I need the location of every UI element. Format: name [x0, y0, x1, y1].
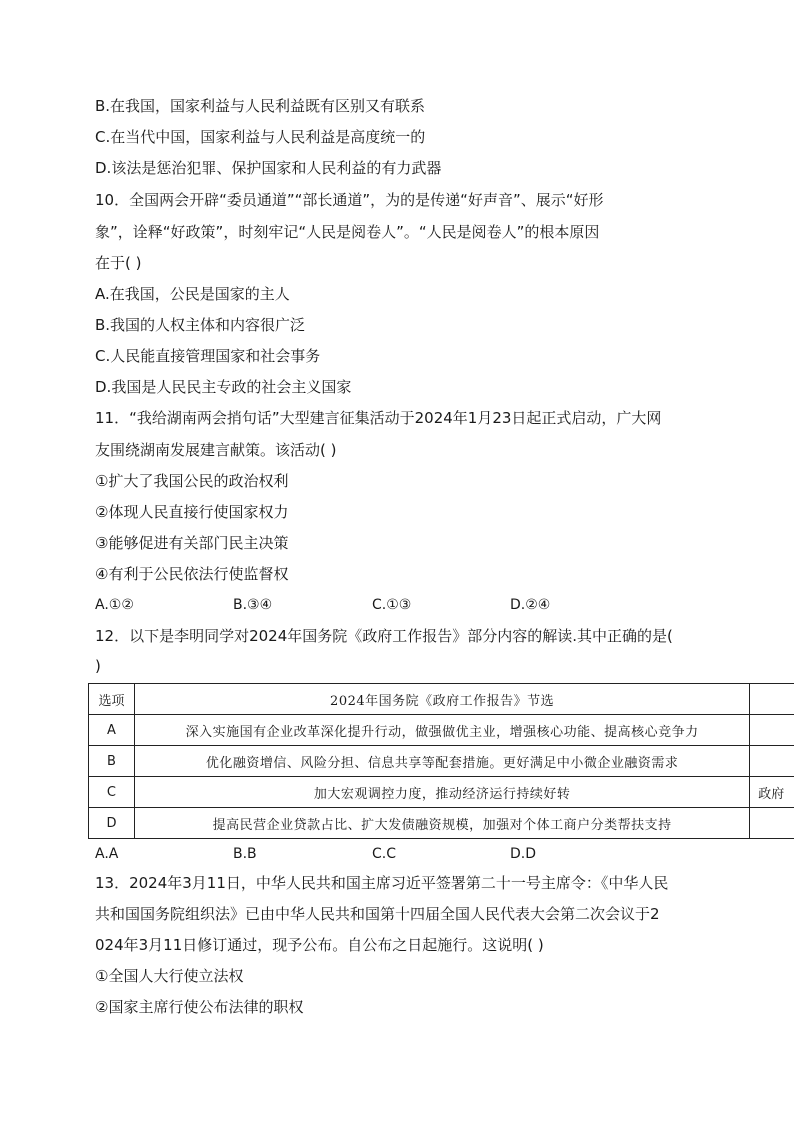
- table-row: [89, 808, 794, 839]
- q11-option-d: D.②④: [510, 597, 551, 613]
- table-header-cell: 选项: [89, 684, 135, 715]
- q10-stem-2: 象”，诠释“好政策”，时刻牢记“人民是阅卷人”。“人民是阅卷人”的根本原因: [95, 223, 600, 241]
- q11-statement-4: ④有利于公民依法行使监督权: [95, 565, 289, 583]
- report-excerpt-table: [88, 683, 794, 839]
- line-b: B.在我国，国家利益与人民利益既有区别又有联系: [95, 97, 426, 115]
- q10-option-d: D.我国是人民民主专政的社会主义国家: [95, 378, 352, 396]
- q11-option-c: C.①③: [372, 597, 412, 613]
- q11-option-b: B.③④: [233, 597, 273, 613]
- q13-statement-1: ①全国人大行使立法权: [95, 967, 244, 985]
- q10-option-a: A.在我国，公民是国家的主人: [95, 285, 290, 303]
- q11-statement-2: ②体现人民直接行使国家权力: [95, 503, 289, 521]
- table-cell: [750, 715, 794, 746]
- table-cell: [750, 746, 794, 777]
- q10-stem-3: 在于( ): [95, 254, 142, 272]
- q11-stem-1: 11．“我给湖南两会捎句话”大型建言征集活动于2024年1月23日起正式启动，广大网: [95, 409, 662, 427]
- q10-option-c: C.人民能直接管理国家和社会事务: [95, 347, 321, 365]
- table-header-row: [89, 684, 794, 715]
- table-row: [89, 777, 794, 808]
- q12-option-b: B.B: [233, 846, 257, 862]
- line-c: C.在当代中国，国家利益与人民利益是高度统一的: [95, 128, 426, 146]
- q12-option-d: D.D: [510, 846, 537, 862]
- q11-stem-2: 友围绕湖南发展建言献策。该活动( ): [95, 441, 337, 459]
- q10-option-b: B.我国的人权主体和内容很广泛: [95, 316, 306, 334]
- table-cell: [750, 808, 794, 839]
- table-cell: 优化融资增信、风险分担、信息共享等配套措施。更好满足中小微企业融资需求: [134, 746, 749, 777]
- q11-statement-3: ③能够促进有关部门民主决策: [95, 534, 289, 552]
- table-cell: A: [89, 715, 135, 746]
- table-cell: 政府: [750, 777, 794, 808]
- table-cell: D: [89, 808, 135, 839]
- line-d: D.该法是惩治犯罪、保护国家和人民利益的有力武器: [95, 159, 442, 177]
- q12-stem-1: 12．以下是李明同学对2024年国务院《政府工作报告》部分内容的解读.其中正确的是(: [95, 627, 673, 645]
- table-row: [89, 746, 794, 777]
- q12-option-a: A.A: [95, 846, 119, 862]
- table-cell: 加大宏观调控力度，推动经济运行持续好转: [134, 777, 749, 808]
- q13-stem-3: 024年3月11日修订通过，现予公布。自公布之日起施行。这说明( ): [95, 936, 544, 954]
- q11-option-a: A.①②: [95, 597, 134, 613]
- q13-stem-2: 共和国国务院组织法》已由中华人民共和国第十四届全国人民代表大会第二次会议于2: [95, 905, 660, 923]
- q13-statement-2: ②国家主席行使公布法律的职权: [95, 998, 304, 1016]
- table-header-cell: [750, 684, 794, 715]
- q11-statement-1: ①扩大了我国公民的政治权利: [95, 472, 289, 490]
- q12-stem-2: ): [95, 657, 101, 675]
- table-cell: 提高民营企业贷款占比、扩大发债融资规模，加强对个体工商户分类帮扶支持: [134, 808, 749, 839]
- table-row: [89, 715, 794, 746]
- table-cell: B: [89, 746, 135, 777]
- table-cell: 深入实施国有企业改革深化提升行动，做强做优主业，增强核心功能、提高核心竞争力: [134, 715, 749, 746]
- q13-stem-1: 13．2024年3月11日，中华人民共和国主席习近平签署第二十一号主席令：《中华人民: [95, 874, 669, 892]
- q10-stem-1: 10．全国两会开辟“委员通道”“部长通道”，为的是传递“好声音”、展示“好形: [95, 191, 604, 209]
- q12-option-c: C.C: [372, 846, 397, 862]
- table-header-cell: 2024年国务院《政府工作报告》节选: [134, 684, 749, 715]
- table-cell: C: [89, 777, 135, 808]
